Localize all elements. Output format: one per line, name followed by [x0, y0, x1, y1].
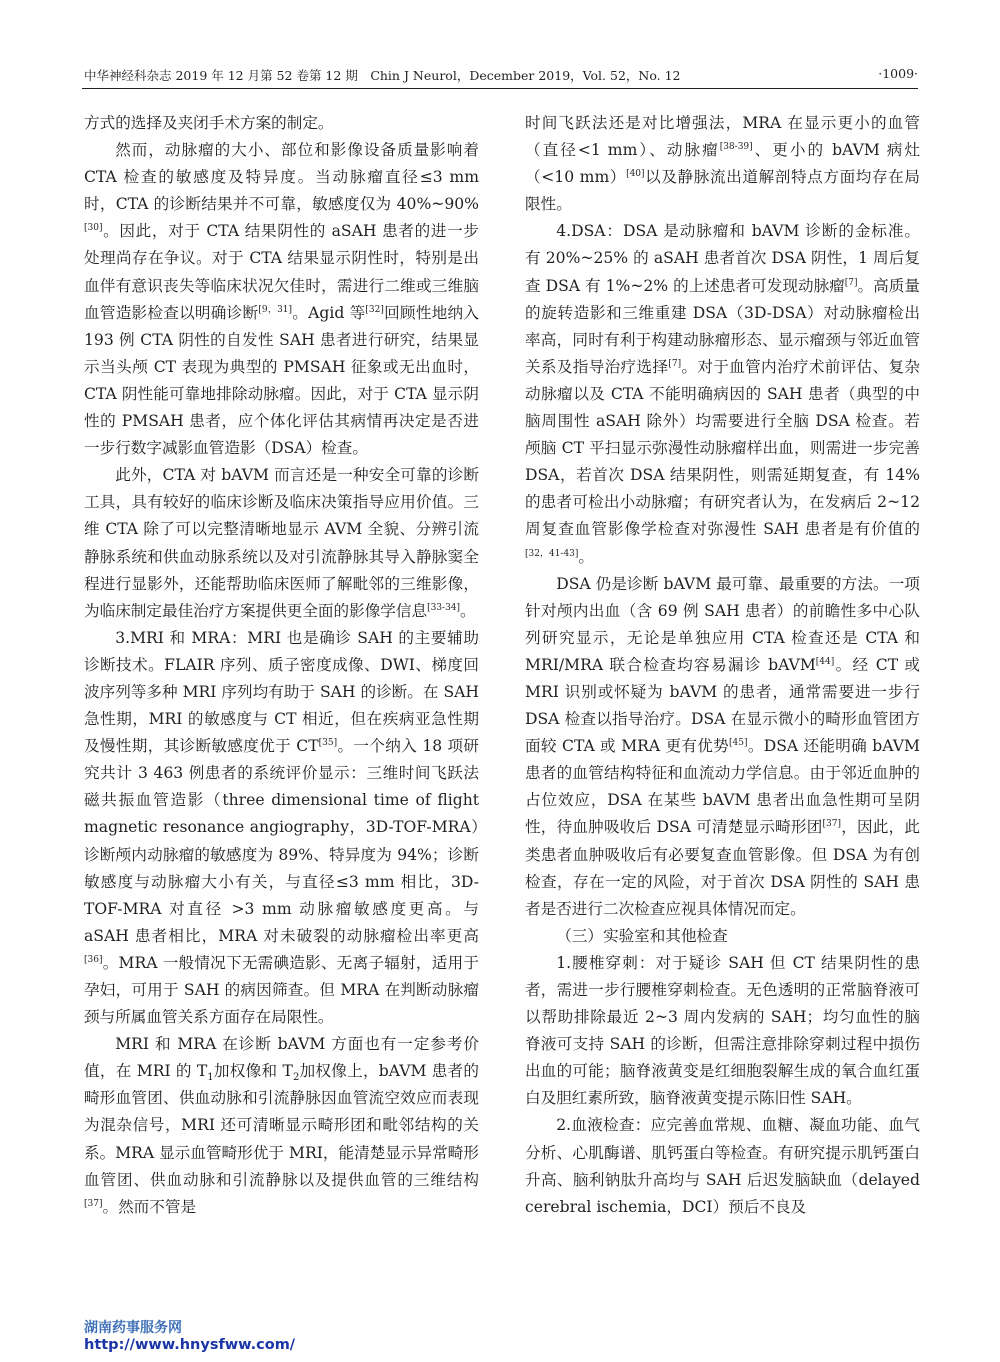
citation: [35]	[318, 737, 338, 748]
citation: [30]	[84, 223, 103, 234]
citation: [38-39]	[719, 141, 753, 152]
citation: [32]	[365, 304, 384, 315]
citation: [44]	[815, 656, 835, 667]
citation: [40]	[626, 169, 645, 179]
citation: [32，41-43]	[525, 548, 579, 559]
citation: [36]	[84, 954, 103, 965]
paragraph: 此外，CTA 对 bAVM 而言还是一种安全可靠的诊断工具，具有较好的临床诊断及临床决策指导应用价值。三维 CTA 除了可以完整清晰地显示 AVM 全貌、分辨引流静脉系统和供血动脉系统以及对引流静脉其导入静脉窦全程进行显影外，还能帮助临床医师了解毗邻的三维影像，为临床制定最佳治疗方案提供更全面的影像学信息[33-34]。	[84, 466, 479, 620]
right-column	[525, 110, 920, 1221]
citation: [45]	[729, 737, 748, 748]
paragraph: 1.腰椎穿刺：对于疑诊 SAH 但 CT 结果阴性的患者，需进一步行腰椎穿刺检查。无色透明的正常脑脊液可以帮助排除最近 2~3 周内发病的 SAH；均匀血性的脑脊液可支持 SAH 的诊断，但需注意排除穿刺过程中损伤出血的可能；脑脊液黄变是红细胞裂解生成的氧合血红蛋白及胆红素所致，脑脊液黄变提示陈旧性 SAH。	[525, 953, 920, 1108]
citation: [7]	[844, 277, 858, 288]
journal-citation: 中华神经科杂志 2019 年 12 月第 52 卷第 12 期 Chin J Neurol，December 2019，Vol. 52，No. 12	[84, 68, 681, 83]
citation: [9，31]	[258, 304, 293, 315]
citation: [37]	[822, 819, 841, 830]
page-number: ·1009·	[878, 66, 918, 81]
citation: [33-34]	[427, 602, 461, 613]
running-header	[82, 62, 918, 89]
paragraph: MRI 和 MRA 在诊断 bAVM 方面也有一定参考价值，在 MRI 的 $T_1$加权像和 $T_2$加权像上，bAVM 患者的畸形血管团、供血动脉和引流静脉因血管流空效应而表现为混杂信号，MRI 还可清晰显示畸形团和毗邻结构的关系。MRA 显示血管畸形优于 MRI，能清楚显示异常畸形血管团、供血动脉和引流静脉以及提供血管的三维结构[37]。然而不管是	[84, 1035, 480, 1216]
citation: [7]	[668, 358, 682, 369]
paragraph: 方式的选择及夹闭手术方案的制定。	[84, 114, 334, 132]
section-heading: （三）实验室和其他检查	[556, 926, 728, 945]
paragraph: 然而，动脉瘤的大小、部位和影像设备质量影响着 CTA 检查的敏感度及特异度。当动脉瘤直径≤3 mm 时，CTA 的诊断结果并不可靠，敏感度仅为 40%~90%[30]。因此，对于 CTA 结果阴性的 aSAH 患者的进一步处理尚存在争议。对于 CTA 结果显示阴性时，特别是出血伴有意识丧失等临床状况欠佳时，需进行二维或三维脑血管造影检查以明确诊断[9，31]。Agid 等[32]回顾性地纳入 193 例 CTA 阴性的自发性 SAH 患者进行研究，结果显示当头颅 CT 表现为典型的 PMSAH 征象或无出血时，CTA 阴性能可靠地排除动脉瘤。因此，对于 CTA 显示阴性的 PMSAH 患者，应个体化评估其病情再决定是否进一步行数字减影血管造影（DSA）检查。	[84, 141, 479, 458]
paragraph: 4.DSA：DSA 是动脉瘤和 bAVM 诊断的金标准。有 20%~25% 的 aSAH 患者首次 DSA 阴性，1 周后复查 DSA 有 1%~2% 的上述患者可发现动脉瘤[7]。高质量的旋转造影和三维重建 DSA（3D-DSA）对动脉瘤检出率高，同时有利于构建动脉瘤形态、显示瘤颈与邻近血管关系及指导治疗选择[7]。对于血管内治疗术前评估、复杂动脉瘤以及 CTA 不能明确病因的 SAH 患者（典型的中脑周围性 aSAH 除外）均需要进行全脑 DSA 检查。若颅脑 CT 平扫显示弥漫性动脉瘤样出血，则需进一步完善 DSA，若首次 DSA 结果阴性，则需延期复查，有 14% 的患者可检出小动脉瘤；有研究者认为，在发病后 2~12 周复查血管影像学检查对弥漫性 SAH 患者是有价值的[32，41-43]。	[525, 222, 920, 566]
left-column	[84, 110, 479, 1221]
watermark-url[interactable]: http://www.hnysfww.com/	[84, 1337, 296, 1353]
paragraph: DSA 仍是诊断 bAVM 最可靠、最重要的方法。一项针对颅内出血（含 69 例 SAH 患者）的前瞻性多中心队列研究显示，无论是单独应用 CTA 检查还是 CTA 和 MRI/MRA 联合检查均容易漏诊 bAVM[44]。经 CT 或 MRI 识别或怀疑为 bAVM 的患者，通常需要进一步行 DSA 检查以指导治疗。DSA 在显示微小的畸形血管团方面较 CTA 或 MRA 更有优势[45]。DSA 还能明确 bAVM 患者的血管结构特征和血流动力学信息。由于邻近血肿的占位效应，DSA 在某些 bAVM 患者出血急性期可呈阴性，待血肿吸收后 DSA 可清楚显示畸形团[37]，因此，此类患者血肿吸收后有必要复查血管影像。但 DSA 为有创检查，存在一定的风险，对于首次 DSA 阴性的 SAH 患者是否进行二次检查应视具体情况而定。	[525, 574, 920, 918]
paragraph: 2.血液检查：应完善血常规、血糖、凝血功能、血气分析、心肌酶谱、肌钙蛋白等检查。有研究提示肌钙蛋白升高、脑利钠肽升高均与 SAH 后迟发脑缺血（delayed cerebral ischemia，DCI）预后不良及	[525, 1116, 920, 1216]
paragraph: 3.MRI 和 MRA：MRI 也是确诊 SAH 的主要辅助诊断技术。FLAIR 序列、质子密度成像、DWI、梯度回波序列等多种 MRI 序列均有助于 SAH 的诊断。在 SAH 急性期，MRI 的敏感度与 CT 相近，但在疾病亚急性期及慢性期，其诊断敏感度优于 CT[35]。一个纳入 18 项研究共计 3 463 例患者的系统评价显示：三维时间飞跃法磁共振血管造影（three dimensional time of flight magnetic resonance angiography，3D-TOF-MRA）诊断颅内动脉瘤的敏感度为 89%、特异度为 94%；诊断敏感度与动脉瘤大小有关，与直径≤3 mm 相比，3D-TOF-MRA 对直径 >3 mm 动脉瘤敏感度更高。与 aSAH 患者相比，MRA 对未破裂的动脉瘤检出率更高[36]。MRA 一般情况下无需碘造影、无离子辐射，适用于孕妇，可用于 SAH 的病因筛查。但 MRA 在判断动脉瘤颈与所属血管关系方面存在局限性。	[84, 628, 479, 1027]
watermark-name: 湖南药事服务网	[84, 1320, 182, 1336]
paragraph: 时间飞跃法还是对比增强法，MRA 在显示更小的血管（直径<1 mm）、动脉瘤[38-39]、更小的 bAVM 病灶（<10 mm）[40]以及静脉流出道解剖特点方面均存在局限性。	[525, 114, 921, 214]
citation: [37]	[84, 1198, 103, 1209]
